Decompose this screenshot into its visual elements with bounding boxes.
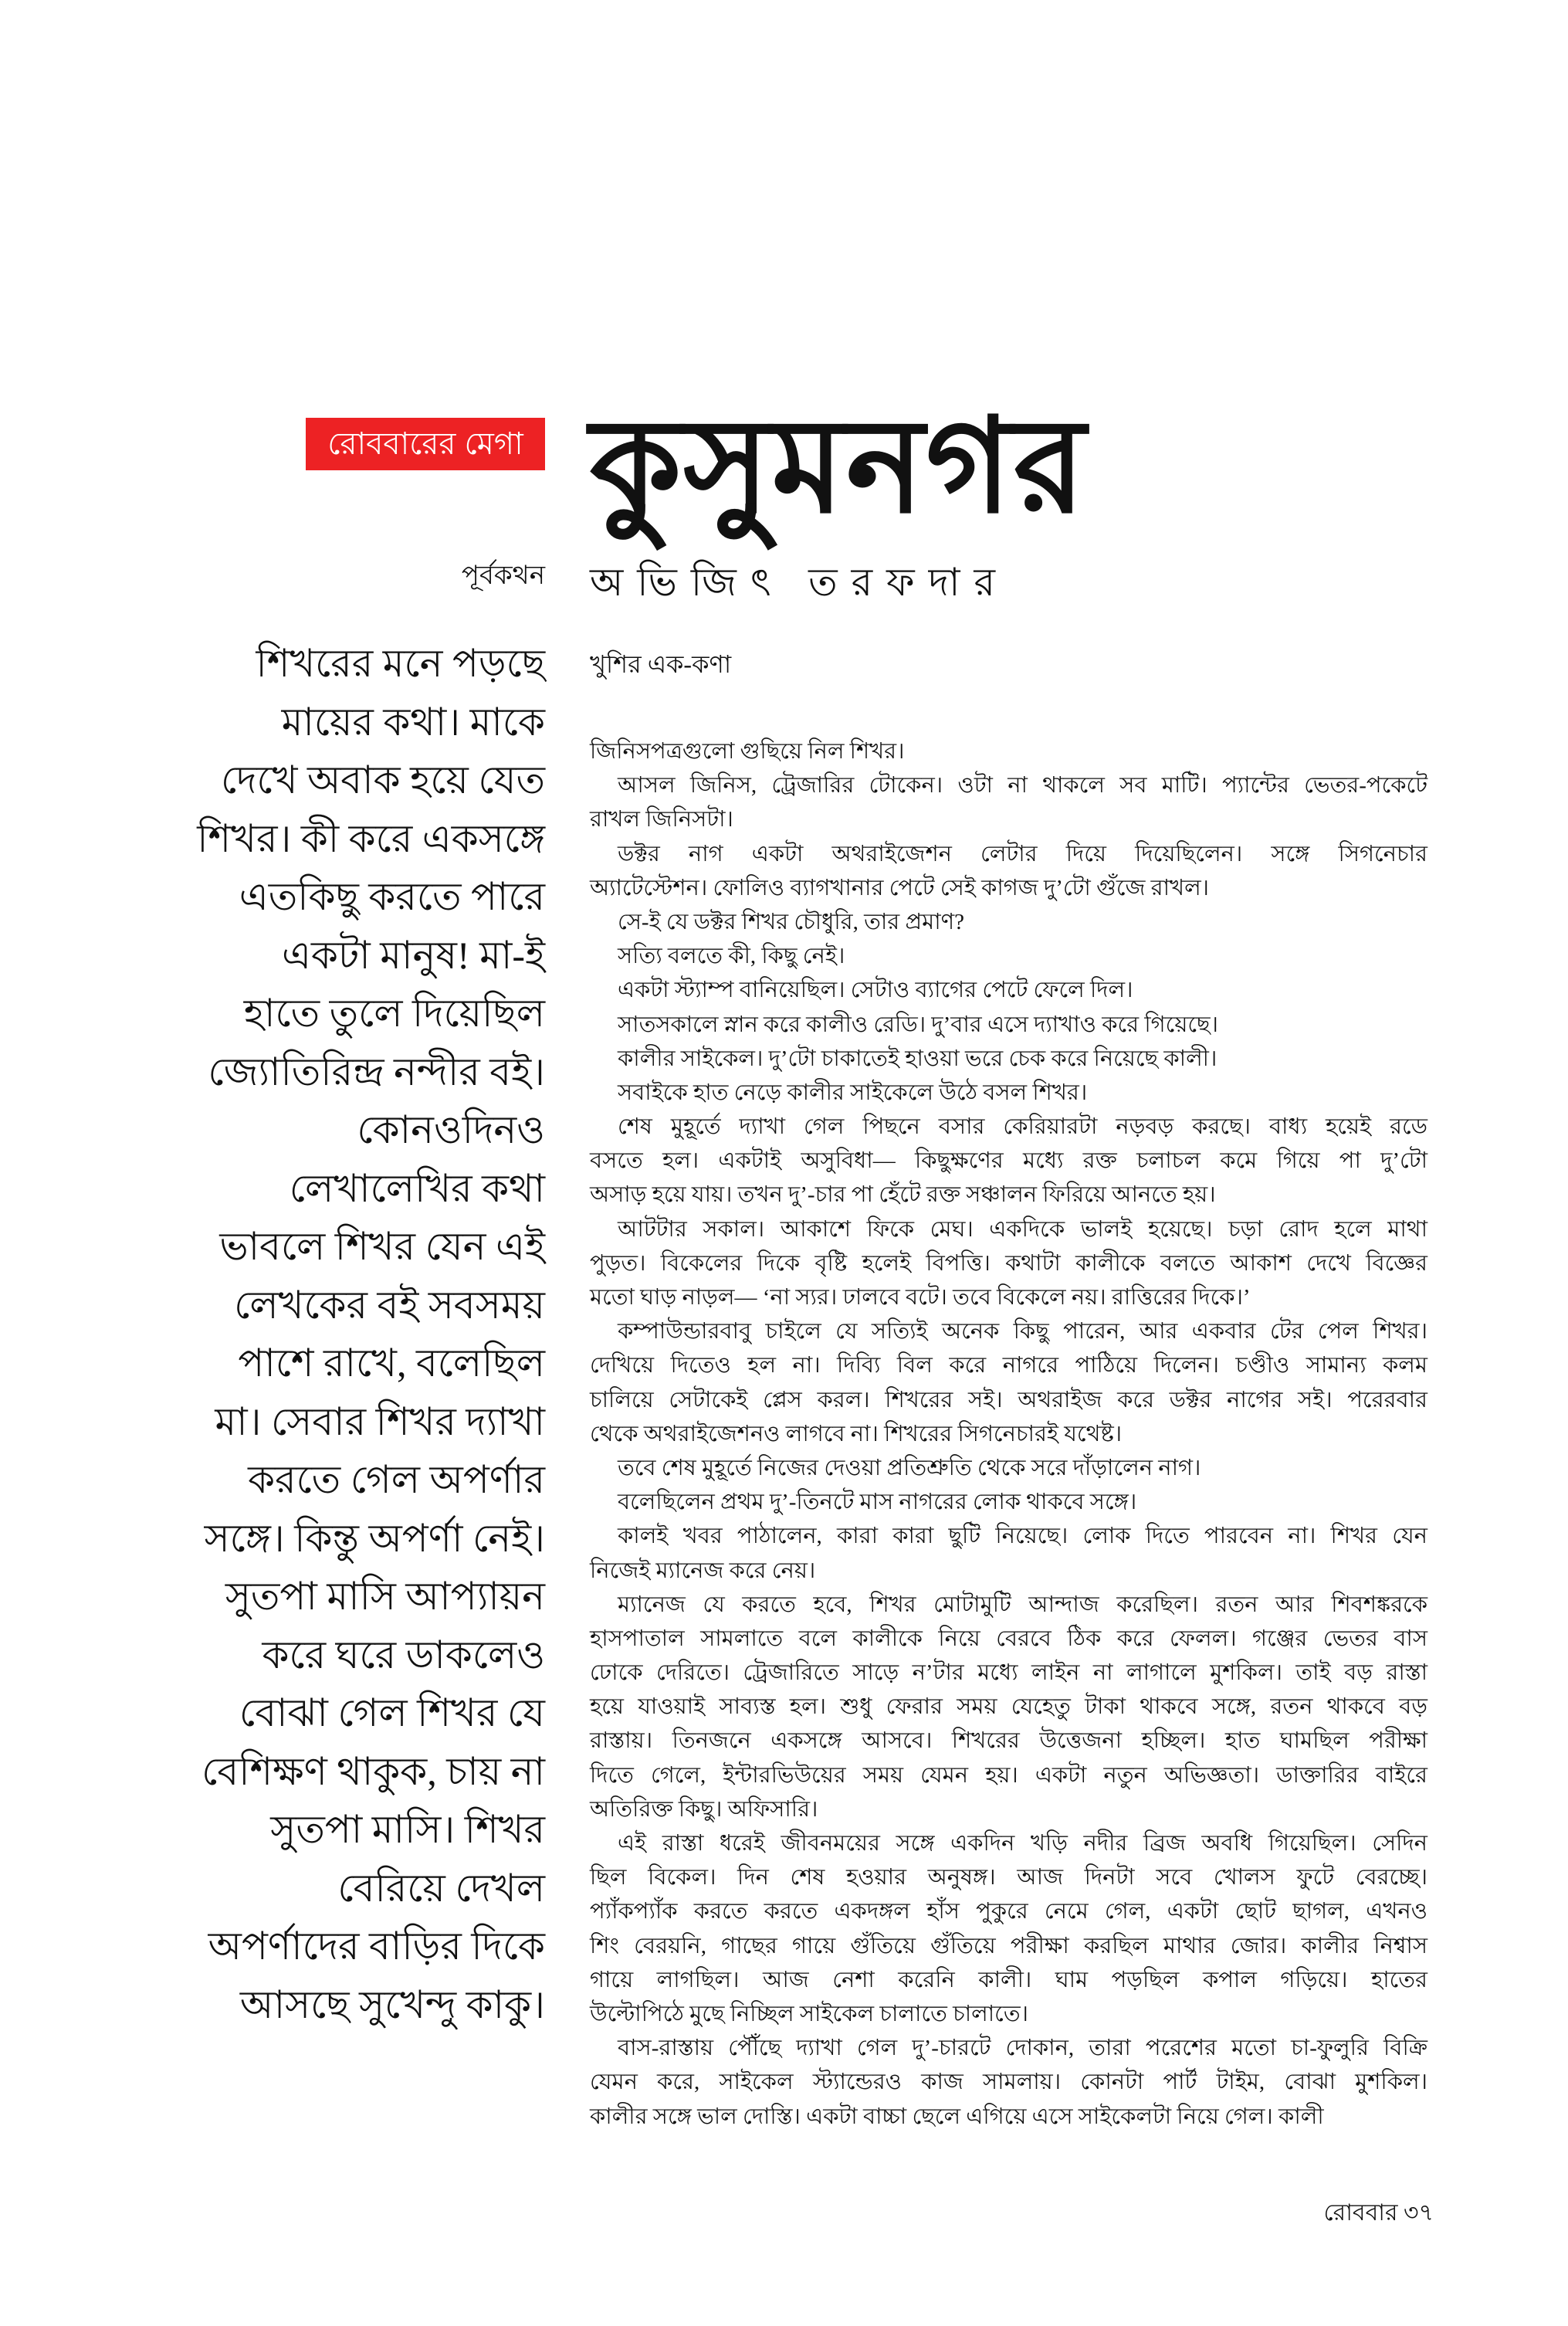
pull-quote-line: আসছে সুখেন্দু কাকু। <box>239 1982 545 2026</box>
paragraph <box>590 1076 1427 1110</box>
body-text-line: কম্পাউন্ডারবাবু চাইলে যে সত্যিই অনেক কিছু পারেন, আর একবার টের পেল শিখর। <box>618 1319 1427 1344</box>
pull-quote-line: বেশিক্ষণ থাকুক, চায় না <box>202 1749 545 1793</box>
story-title: কুসুমনগর <box>590 395 1088 540</box>
body-text-line: হয়ে যাওয়াই সাব্যস্ত হল। শুধু ফেরার সময় যেহেতু টাকা থাকবে সঙ্গে, রতন থাকবে বড় <box>590 1694 1427 1720</box>
body-text-line: যেমন করে, সাইকেল স্ট্যান্ডেরও কাজ সামলায়। কোনটা পার্ট টাইম, বোঝা মুশকিল। <box>590 2070 1427 2095</box>
paragraph <box>590 1826 1427 2031</box>
pull-quote-line: একটা মানুষ! মা-ই <box>281 933 545 977</box>
pull-quote-line: বেরিয়ে দেখল <box>337 1866 545 1910</box>
body-text-line: অ্যাটেস্টেশন। ফোলিও ব্যাগখানার পেটে সেই কাগজ দু’টো গুঁজে রাখল। <box>590 875 1210 900</box>
body-text-line: রাস্তায়। তিনজনে একসঙ্গে আসবে। শিখরের উত্তেজনা হচ্ছিল। হাত ঘামছিল পরীক্ষা <box>590 1728 1427 1754</box>
body-text-line: নিজেই ম্যানেজ করে নেয়। <box>590 1558 816 1583</box>
paragraph <box>590 734 1427 768</box>
body-text-line: শেষ মুহূর্তে দ্যাখা গেল পিছনে বসার কেরিয়ারটা নড়বড় করছে। বাধ্য হয়েই রডে <box>618 1114 1427 1140</box>
pull-quote-line: লেখালেখির কথা <box>289 1166 545 1210</box>
pull-quote-line: দেখে অবাক হয়ে যেত <box>220 758 545 802</box>
body-text-line: গায়ে লাগছিল। আজ নেশা করেনি কালী। ঘাম পড়ছিল কপাল গড়িয়ে। হাতের <box>590 1967 1427 1992</box>
body-text-line: থেকে অথরাইজেশনও লাগবে না। শিখরের সিগনেচারই যথেষ্ট। <box>590 1421 1123 1446</box>
pull-quote-line: লেখকের বই সবসময় <box>234 1283 545 1327</box>
section-badge: রোববারের মেগা <box>306 418 545 470</box>
body-text-line: একটা স্ট্যাম্প বানিয়েছিল। সেটাও ব্যাগের পেটে ফেলে দিল। <box>618 978 1133 1003</box>
paragraph <box>590 1519 1427 1587</box>
body-text-line: জিনিসপত্রগুলো গুছিয়ে নিল শিখর। <box>590 739 905 764</box>
body-text-line: আসল জিনিস, ট্রেজারির টোকেন। ওটা না থাকলে সব মাটি। প্যান্টের ভেতর-পকেটে <box>618 773 1427 799</box>
body-text-line: অসাড় হয়ে যায়। তখন দু’-চার পা হেঁটে রক্ত সঞ্চালন ফিরিয়ে আনতে হয়। <box>590 1182 1216 1208</box>
pull-quote-line: মা। সেবার শিখর দ্যাখা <box>215 1399 545 1443</box>
pull-quote-line: অপর্ণাদের বাড়ির দিকে <box>208 1924 545 1968</box>
pull-quote-line: ভাবলে শিখর যেন এই <box>219 1225 545 1268</box>
body-text-line: কালই খবর পাঠালেন, কারা কারা ছুটি নিয়েছে। লোক দিতে পারবেন না। শিখর যেন <box>618 1524 1427 1549</box>
pull-quote-line: সুতপা মাসি আপ্যায়ন <box>225 1575 545 1618</box>
body-text-line: ছিল বিকেল। দিন শেষ হওয়ার অনুষঙ্গ। আজ দিনটা সবে খোলস ফুটে বেরচ্ছে। <box>590 1865 1427 1890</box>
paragraph <box>590 973 1427 1007</box>
body-text-line: কালীর সাইকেল। দু’টো চাকাতেই হাওয়া ভরে চেক করে নিয়েছে কালী। <box>618 1046 1217 1071</box>
paragraph <box>590 1451 1427 1485</box>
body-text-line: তবে শেষ মুহূর্তে নিজের দেওয়া প্রতিশ্রুতি থেকে সরে দাঁড়ালেন নাগ। <box>618 1455 1201 1480</box>
body-text-line: রাখল জিনিসটা। <box>590 807 733 832</box>
pull-quote-line: কোনওদিনও <box>357 1108 545 1151</box>
story-kicker: পূর্বকথন <box>461 561 545 590</box>
body-text-line: প্যাঁকপ্যাঁক করতে করতে একদঙ্গল হাঁস পুকুরে নেমে গেল, একটা ছোট ছাগল, এখনও <box>590 1899 1427 1924</box>
body-text-line: সবাইকে হাত নেড়ে কালীর সাইকেলে উঠে বসল শিখর। <box>618 1080 1088 1105</box>
pull-quote-line: হাতে তুলে দিয়েছিল <box>243 992 545 1035</box>
pull-quote-line: শিখরের মনে পড়ছে <box>256 642 545 685</box>
body-text-line: ম্যানেজ যে করতে হবে, শিখর মোটামুটি আন্দাজ করেছিল। রতন আর শিবশঙ্করকে <box>618 1592 1427 1617</box>
pull-quote <box>116 635 545 2034</box>
body-text-line: কালীর সঙ্গে ভাল দোস্তি। একটা বাচ্চা ছেলে এগিয়ে এসে সাইকেলটা নিয়ে গেল। কালী <box>590 2104 1324 2129</box>
paragraph <box>590 1008 1427 1042</box>
body-text-line: বসতে হল। একটাই অসুবিধা— কিছুক্ষণের মধ্যে রক্ত চলাচল কমে গিয়ে পা দু’টো <box>590 1148 1427 1174</box>
paragraph <box>590 1110 1427 1212</box>
paragraph <box>590 1042 1427 1076</box>
paragraph <box>590 905 1427 939</box>
body-text-line: চালিয়ে সেটাকেই প্লেস করল। শিখরের সই। অথরাইজ করে ডক্টর নাগের সই। পরেরবার <box>590 1387 1427 1412</box>
pull-quote-line: সঙ্গে। কিন্তু অপর্ণা নেই। <box>204 1516 545 1560</box>
paragraph <box>590 768 1427 836</box>
pull-quote-line: বোঝা গেল শিখর যে <box>239 1691 545 1734</box>
pull-quote-line: এতকিছু করতে পারে <box>239 875 545 918</box>
body-text-line: এই রাস্তা ধরেই জীবনময়ের সঙ্গে একদিন খড়ি নদীর ব্রিজ অবধি গিয়েছিল। সেদিন <box>618 1831 1427 1856</box>
body-text-line: সত্যি বলতে কী, কিছু নেই। <box>618 944 845 969</box>
paragraph <box>590 837 1427 905</box>
body-text-line: ডক্টর নাগ একটা অথরাইজেশন লেটার দিয়ে দিয়েছিলেন। সঙ্গে সিগনেচার <box>618 841 1427 866</box>
pull-quote-line: শিখর। কী করে একসঙ্গে <box>197 816 545 860</box>
story-body <box>590 734 1427 2134</box>
body-text-line: পুড়ত। বিকেলের দিকে বৃষ্টি হলেই বিপত্তি। কথাটা কালীকে বলতে আকাশ দেখে বিজ্ঞের <box>590 1250 1427 1276</box>
paragraph <box>590 1485 1427 1519</box>
paragraph <box>590 939 1427 973</box>
pull-quote-line: পাশে রাখে, বলেছিল <box>238 1341 545 1385</box>
body-text-line: দেখিয়ে দিতেও হল না। দিব্যি বিল করে নাগরে পাঠিয়ে দিলেন। চণ্ডীও সামান্য কলম <box>590 1353 1427 1378</box>
body-text-line: সে-ই যে ডক্টর শিখর চৌধুরি, তার প্রমাণ? <box>618 909 965 934</box>
body-text-line: ঢোকে দেরিতে। ট্রেজারিতে সাড়ে ন’টার মধ্যে লাইন না লাগালে মুশকিল। তাই বড় রাস্তা <box>590 1660 1427 1686</box>
body-text-line: হাসপাতাল সামলাতে বলে কালীকে নিয়ে বেরবে ঠিক করে ফেলল। গঞ্জের ভেতর বাস <box>590 1626 1427 1651</box>
body-text-line: আটটার সকাল। আকাশে ফিকে মেঘ। একদিকে ভালই হয়েছে। চড়া রোদ হলে মাথা <box>618 1216 1427 1242</box>
page-folio: রোববার ৩৭ <box>1323 2200 1434 2226</box>
body-text-line: শিং বেরয়নি, গাছের গায়ে গুঁতিয়ে গুঁতিয়ে পরীক্ষা করছিল মাথার জোর। কালীর নিশ্বাস <box>590 1933 1427 1958</box>
pull-quote-line: মায়ের কথা। মাকে <box>281 700 545 744</box>
pull-quote-line: করতে গেল অপর্ণার <box>248 1458 545 1501</box>
body-text-line: সাতসকালে স্নান করে কালীও রেডি। দু’বার এসে দ্যাখাও করে গিয়েছে। <box>618 1012 1218 1037</box>
body-text-line: বলেছিলেন প্রথম দু’-তিনটে মাস নাগরের লোক থাকবে সঙ্গে। <box>618 1490 1137 1515</box>
pull-quote-line: করে ঘরে ডাকলেও <box>262 1633 545 1677</box>
pull-quote-line: সুতপা মাসি। শিখর <box>270 1808 545 1851</box>
paragraph <box>590 1314 1427 1451</box>
author-byline: অভিজিৎ তরফদার <box>590 561 1009 604</box>
body-text-line: উল্টোপিঠে মুছে নিচ্ছিল সাইকেল চালাতে চালাতে। <box>590 2001 1028 2026</box>
body-text-line: মতো ঘাড় নাড়ল— ‘না স্যর। ঢালবে বটে। তবে বিকেলে নয়। রাত্তিরের দিকে।’ <box>590 1285 1251 1310</box>
body-text-line: অতিরিক্ত কিছু। অফিসারি। <box>590 1796 818 1822</box>
paragraph <box>590 1588 1427 1826</box>
body-text-line: বাস-রাস্তায় পৌঁছে দ্যাখা গেল দু’-চারটে দোকান, তারা পরেশের মতো চা-ফুলুরি বিক্রি <box>618 2036 1427 2061</box>
paragraph <box>590 1212 1427 1315</box>
body-text-line: দিতে গেলে, ইন্টারভিউয়ের সময় যেমন হয়। একটা নতুন অভিজ্ঞতা। ডাক্তারির বাইরে <box>590 1762 1427 1788</box>
section-heading: খুশির এক-কণা <box>590 650 732 678</box>
paragraph <box>590 2031 1427 2134</box>
pull-quote-line: জ্যোতিরিন্দ্র নন্দীর বই। <box>208 1049 545 1093</box>
